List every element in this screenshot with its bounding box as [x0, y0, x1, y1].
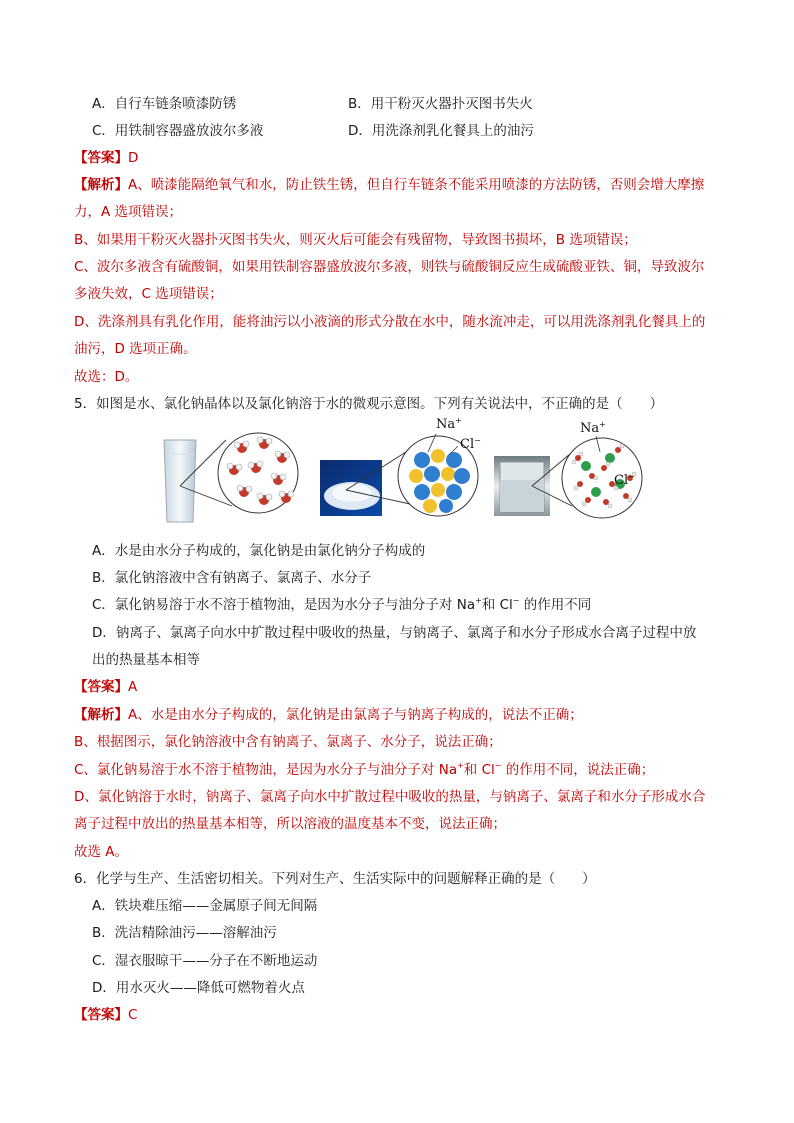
- q4-analysis-line-4: C、波尔多液含有硫酸铜，如果用铁制容器盛放波尔多液，则铁与硫酸铜反应生成硫酸亚铁、铜，导致波尔: [74, 259, 705, 275]
- answer-label: 【答案】: [74, 679, 128, 695]
- na-label: Na: [436, 418, 456, 432]
- answer-label: 【答案】: [74, 1007, 128, 1023]
- q5-option-c: [92, 595, 591, 615]
- cl-charge: −: [474, 436, 481, 445]
- analysis-label: 【解析】: [74, 707, 128, 723]
- q5-answer: [74, 677, 137, 697]
- cl-label-solution: Cl: [614, 473, 629, 488]
- svg-text:Cl−: [460, 436, 481, 452]
- na-charge-solution: +: [599, 420, 606, 429]
- q5-conclusion: 故选 A。: [74, 844, 129, 860]
- water-molecules-icon: [218, 433, 298, 513]
- analysis-label: 【解析】: [74, 177, 128, 193]
- na-label-solution: Na: [580, 421, 600, 436]
- q5-analysis-line-2: B、根据图示，氯化钠溶液中含有钠离子、氯离子、水分子，说法正确；: [74, 734, 502, 750]
- q4-analysis-line-5: 多液失效，C 选项错误；: [74, 286, 223, 302]
- beaker-solution-icon: [494, 456, 550, 516]
- cl-charge-solution: −: [628, 472, 635, 481]
- water-glass-icon: [164, 440, 196, 522]
- salt-crystals-icon: [320, 460, 382, 516]
- answer-label: 【答案】: [74, 150, 128, 166]
- answer-value: D: [128, 150, 139, 166]
- q4-option-d: D．用洗涤剂乳化餐具上的油污: [348, 123, 534, 139]
- hydrated-ions-icon: [562, 420, 642, 518]
- q5-analysis-3-text-1: C、氯化钠易溶于水不溶于植物油，是因为水分子与油分子对 Na: [74, 762, 458, 778]
- na-charge: +: [455, 418, 462, 425]
- cl-label: Cl: [460, 437, 475, 452]
- q4-option-a: A．自行车链条喷漆防锈: [92, 96, 237, 112]
- q5-option-a: A．水是由水分子构成的，氯化钠是由氯化钠分子构成的: [92, 543, 426, 559]
- q6-option-d: D．用水灭火——降低可燃物着火点: [92, 980, 305, 996]
- q5-analysis-line-5: 离子过程中放出的热量基本相等，所以溶液的温度基本不变，说法正确；: [74, 816, 506, 832]
- answer-value: A: [128, 679, 138, 695]
- q4-analysis-line-7: 油污，D 选项正确。: [74, 341, 197, 357]
- q5-analysis-line-4: D、氯化钠溶于水时，钠离子、氯离子向水中扩散过程中吸收的热量，与钠离子、氯离子和水分子形成水合: [74, 789, 706, 805]
- q5-analysis-3-text-2: 和 Cl: [463, 762, 495, 778]
- q5-option-c-text-1: C．氯化钠易溶于水不溶于植物油，是因为水分子与油分子对 Na: [92, 597, 476, 613]
- q6-answer: [74, 1005, 137, 1025]
- analysis-text: A、喷漆能隔绝氧气和水，防止铁生锈，但自行车链条不能采用喷漆的方法防锈，否则会增大摩擦: [128, 177, 705, 193]
- q4-option-c: C．用铁制容器盛放波尔多液: [92, 123, 264, 139]
- q5-analysis-line-1: [74, 705, 583, 725]
- q4-analysis-line-2: 力，A 选项错误；: [74, 204, 183, 220]
- q4-option-b: B．用干粉灭火器扑灭图书失火: [348, 96, 533, 112]
- q5-option-d-line-2: 出的热量基本相等: [92, 652, 200, 668]
- q6-option-a: A．铁块难压缩——金属原子间无间隔: [92, 898, 318, 914]
- q5-option-d-line-1: D．钠离子、氯离子向水中扩散过程中吸收的热量，与钠离子、氯离子和水分子形成水合离子过程中放: [92, 625, 697, 641]
- q5-option-c-text-3: 的作用不同: [519, 597, 592, 613]
- q6-option-c: C．湿衣服晾干——分子在不断地运动: [92, 953, 318, 969]
- answer-value: C: [128, 1007, 138, 1023]
- nacl-lattice-icon: [398, 418, 481, 516]
- q4-conclusion: 故选：D。: [74, 369, 139, 385]
- q4-answer: [74, 148, 138, 168]
- q4-analysis-line-6: D、洗涤剂具有乳化作用，能将油污以小液滴的形式分散在水中，随水流冲走，可以用洗涤剂乳化餐具上的: [74, 314, 706, 330]
- q4-analysis-line-1: [74, 175, 704, 195]
- cl-charge-inline: −: [494, 761, 502, 770]
- na-charge-inline: +: [475, 596, 482, 605]
- svg-text:Na+: [436, 418, 462, 432]
- q6-stem: 6．化学与生产、生活密切相关。下列对生产、生活实际中的问题解释正确的是（ ）: [74, 871, 596, 887]
- na-charge-inline: +: [457, 761, 464, 770]
- q6-option-b: B．洗洁精除油污——溶解油污: [92, 925, 277, 941]
- q5-analysis-3-text-3: 的作用不同，说法正确；: [501, 762, 655, 778]
- svg-text:Na+: [580, 420, 606, 436]
- q5-stem: 5．如图是水、氯化钠晶体以及氯化钠溶于水的微观示意图。下列有关说法中，不正确的是（ ）: [74, 396, 664, 412]
- q5-analysis-line-3: [74, 760, 654, 780]
- nacl-dissolution-figure: [160, 418, 650, 528]
- q5-option-c-text-2: 和 Cl: [481, 597, 513, 613]
- cl-charge-inline: −: [512, 596, 520, 605]
- q4-analysis-line-3: B、如果用干粉灭火器扑灭图书失火，则灭火后可能会有残留物，导致图书损坏，B 选项错误；: [74, 232, 637, 248]
- q5-option-b: B．氯化钠溶液中含有钠离子、氯离子、水分子: [92, 570, 372, 586]
- analysis-text: A、水是由水分子构成的，氯化钠是由氯离子与钠离子构成的，说法不正确；: [128, 707, 583, 723]
